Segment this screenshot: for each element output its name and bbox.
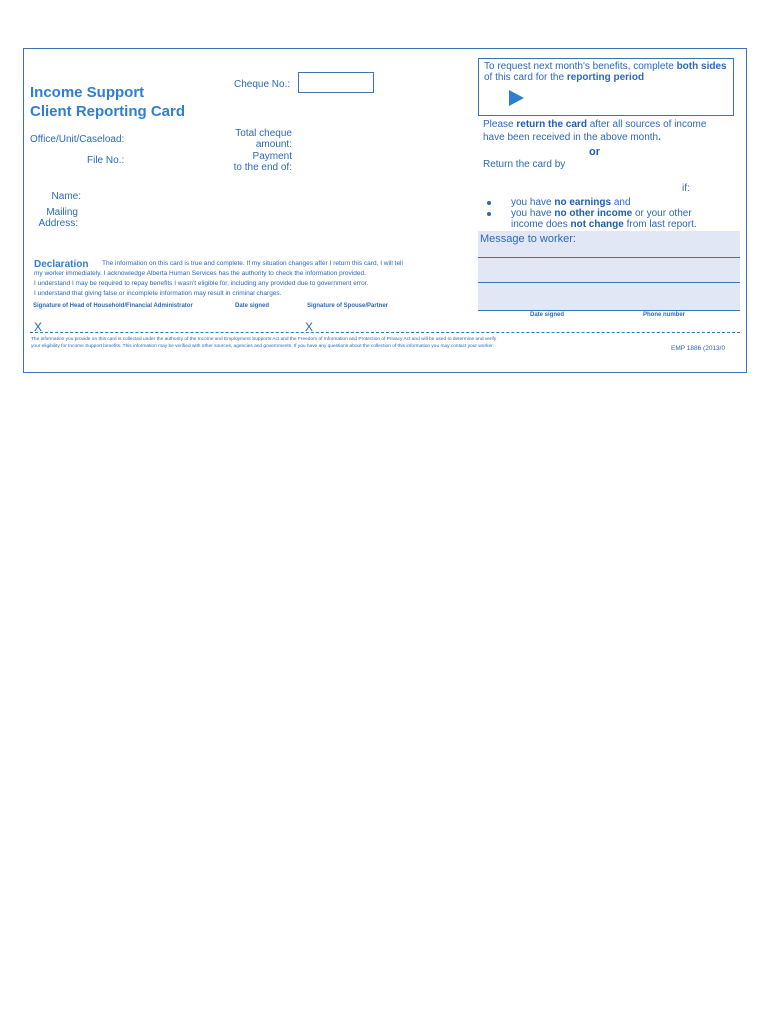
cheque-number-field[interactable] <box>298 72 374 93</box>
office-label: Office/Unit/Caseload: <box>30 134 125 145</box>
file-label: File No.: <box>87 155 125 166</box>
message-line <box>478 257 740 258</box>
request-line1: To request next month's benefits, complete both sides <box>484 61 727 72</box>
spouse-signature-label: Signature of Spouse/Partner <box>307 303 389 309</box>
mailing-label-line2: Address: <box>38 218 78 229</box>
message-label: Message to worker: <box>480 233 576 245</box>
privacy-notice-line2: your eligibility for Income Support benefits. This information may be verified with other sources, agencies and governments. If you have any questions about the collection of this information you may contact your worker. <box>31 344 494 349</box>
total-cheque-label <box>200 128 292 150</box>
head-signature-field[interactable]: X <box>34 320 43 334</box>
please-return-line1: Please return the card after all sources of income <box>483 119 707 130</box>
cheque-label: Cheque No.: <box>234 79 291 90</box>
total-cheque-label-line1: Total cheque <box>235 128 292 139</box>
form-number: EMP 1886 (2013/0 <box>671 345 726 352</box>
or-separator: or <box>589 146 600 158</box>
mailing-address-label <box>20 207 78 229</box>
payment-label-line1: Payment <box>252 151 292 162</box>
message-line <box>478 282 740 283</box>
please-return-line2: have been received in the above month. <box>483 132 661 143</box>
request-line2: of this card for the reporting period <box>484 72 645 83</box>
name-label: Name: <box>51 191 81 202</box>
card-title-line2: Client Reporting Card <box>30 103 186 120</box>
bullet-icon <box>487 201 491 205</box>
play-arrow-icon <box>509 90 524 106</box>
declaration-line3: I understand I may be required to repay benefits I wasn't eligible for, including any provided due to government error. <box>34 280 369 287</box>
message-line <box>478 310 740 311</box>
spouse-signature-field[interactable]: X <box>305 320 314 334</box>
total-cheque-label-line2: amount: <box>255 139 292 150</box>
return-by-label: Return the card by <box>483 159 566 170</box>
privacy-notice-line1: The information you provide on this card is collected under the authority of the Income and Employment Supports Act and the Freedom of Information and Protection of Privacy Act and will be used to determine and verify <box>31 337 497 342</box>
if-label: if: <box>682 183 690 194</box>
phone-number-label: Phone number <box>643 312 686 318</box>
condition-no-earnings: you have no earnings and <box>511 197 631 208</box>
payment-label <box>200 151 292 173</box>
declaration-line4: I understand that giving false or incomplete information may result in criminal charges. <box>34 290 282 297</box>
date-signed-label: Date signed <box>235 303 270 309</box>
declaration-line2: my worker immediately. I acknowledge Alberta Human Services has the authority to check the information provided. <box>34 270 366 277</box>
message-to-worker-box[interactable] <box>478 231 740 311</box>
head-signature-label: Signature of Head of Household/Financial Administrator <box>33 303 193 309</box>
payment-label-line2: to the end of: <box>233 162 292 173</box>
condition-no-other-income: you have no other income or your other <box>511 208 692 219</box>
condition-not-change: income does not change from last report. <box>511 219 697 230</box>
signature-divider <box>30 332 740 333</box>
date-signed-label-2: Date signed <box>530 312 565 318</box>
card-title-line1: Income Support <box>30 84 145 101</box>
mailing-label-line1: Mailing <box>46 207 78 218</box>
declaration-heading: Declaration <box>34 259 89 270</box>
bullet-icon <box>487 212 491 216</box>
declaration-line1: The information on this card is true and complete. If my situation changes after I return this card, I will tell <box>102 260 403 267</box>
